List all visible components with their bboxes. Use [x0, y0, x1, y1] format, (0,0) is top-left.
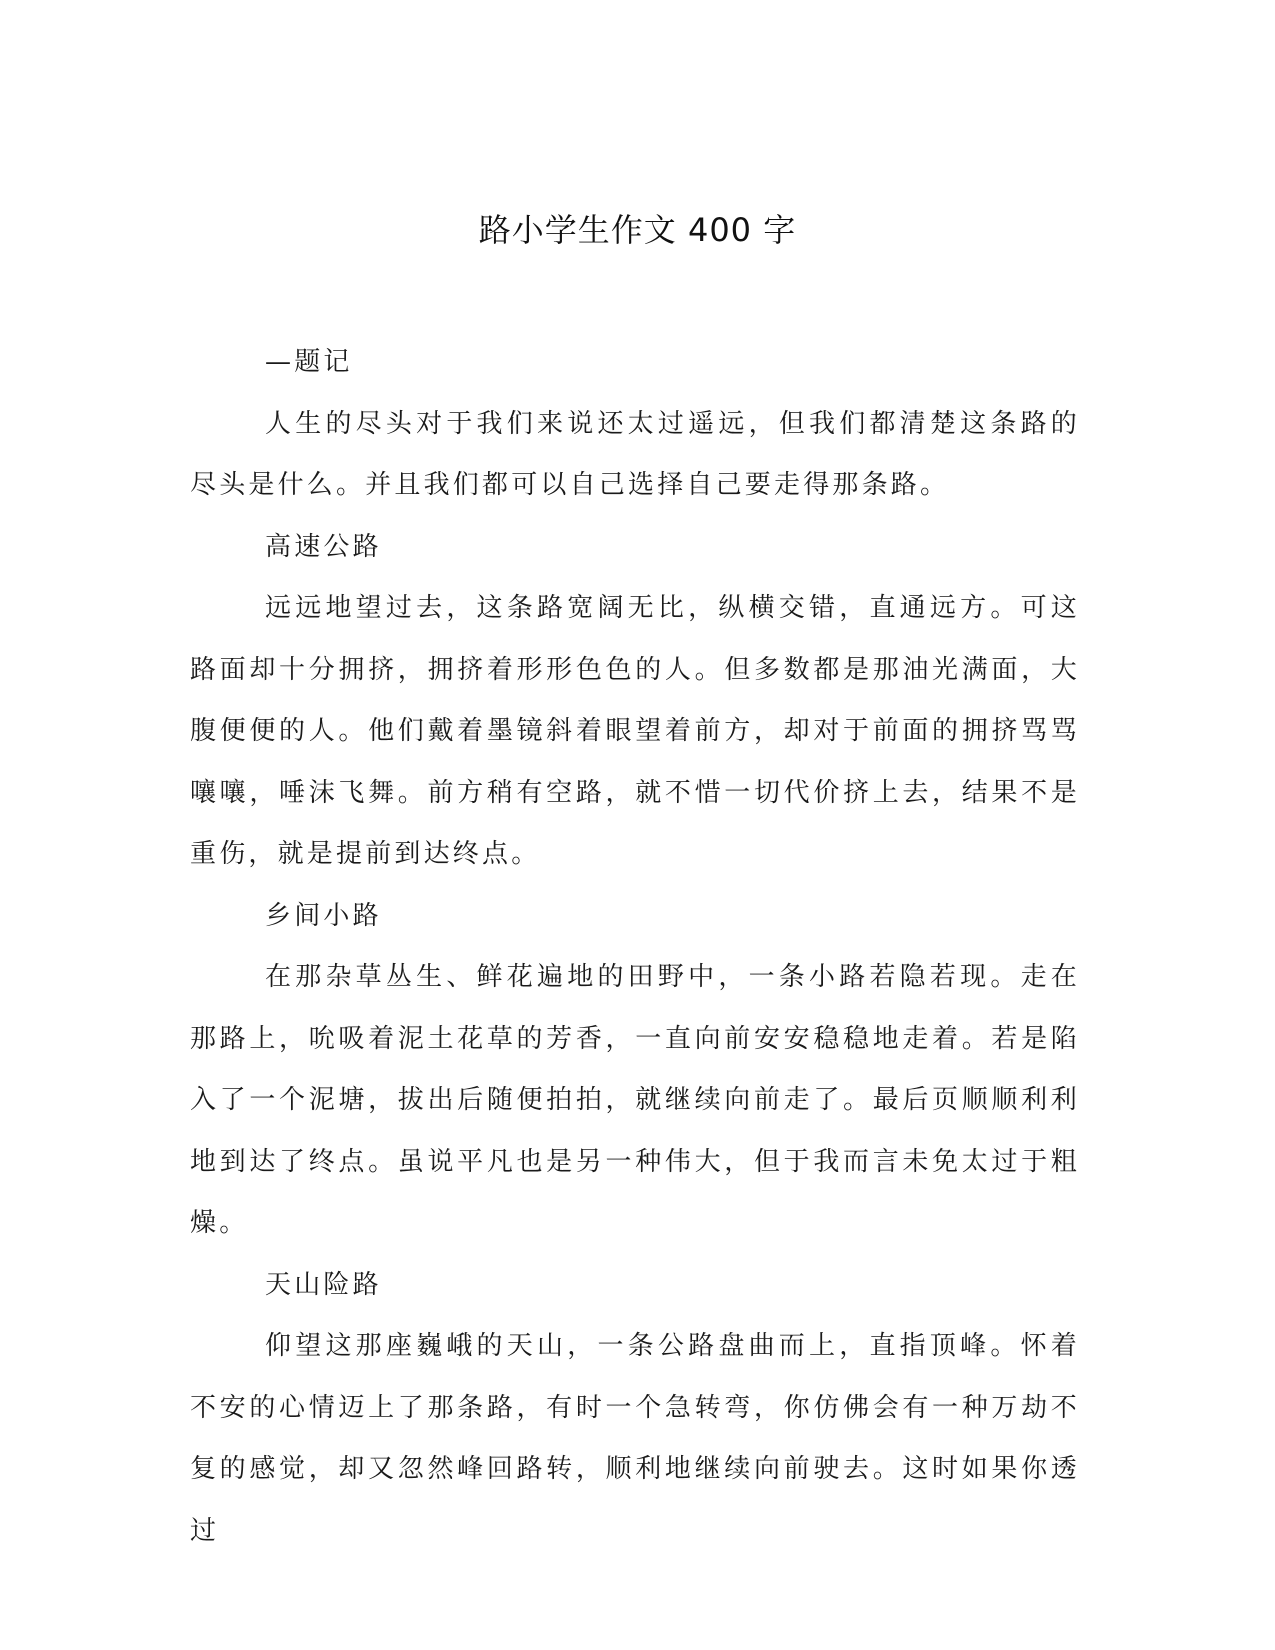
section-heading-highway: 高速公路 [265, 531, 382, 562]
paragraph-tianshan-road: 仰望这那座巍峨的天山，一条公路盘曲而上，直指顶峰。怀着不安的心情迈上了那条路，有时一个急转弯，你仿佛会有一种万劫不复的感觉，却又忽然峰回路转，顺利地继续向前驶去。这时如果你透过 [190, 1331, 1080, 1546]
paragraph-intro: 人生的尽头对于我们来说还太过遥远，但我们都清楚这条路的尽头是什么。并且我们都可以自己选择自己要走得那条路。 [190, 408, 1080, 500]
epigraph-label: —题记 [265, 347, 353, 377]
section-heading-tianshan-road: 天山险路 [265, 1269, 382, 1300]
document-body [190, 332, 1080, 1562]
paragraph-highway: 远远地望过去，这条路宽阔无比，纵横交错，直通远方。可这路面却十分拥挤，拥挤着形形色色的人。但多数都是那油光满面，大腹便便的人。他们戴着墨镜斜着眼望着前方，却对于前面的拥挤骂骂嚷嚷，唾沫飞舞。前方稍有空路，就不惜一切代价挤上去，结果不是重伤，就是提前到达终点。 [190, 593, 1080, 869]
document-title: 路小学生作文 400 字 [478, 211, 797, 249]
section-heading-country-road: 乡间小路 [265, 900, 382, 931]
paragraph-country-road: 在那杂草丛生、鲜花遍地的田野中，一条小路若隐若现。走在那路上，吮吸着泥土花草的芳香，一直向前安安稳稳地走着。若是陷入了一个泥塘，拔出后随便拍拍，就继续向前走了。最后页顺顺利利地到达了终点。虽说平凡也是另一种伟大，但于我而言未免太过于粗燥。 [190, 962, 1080, 1238]
